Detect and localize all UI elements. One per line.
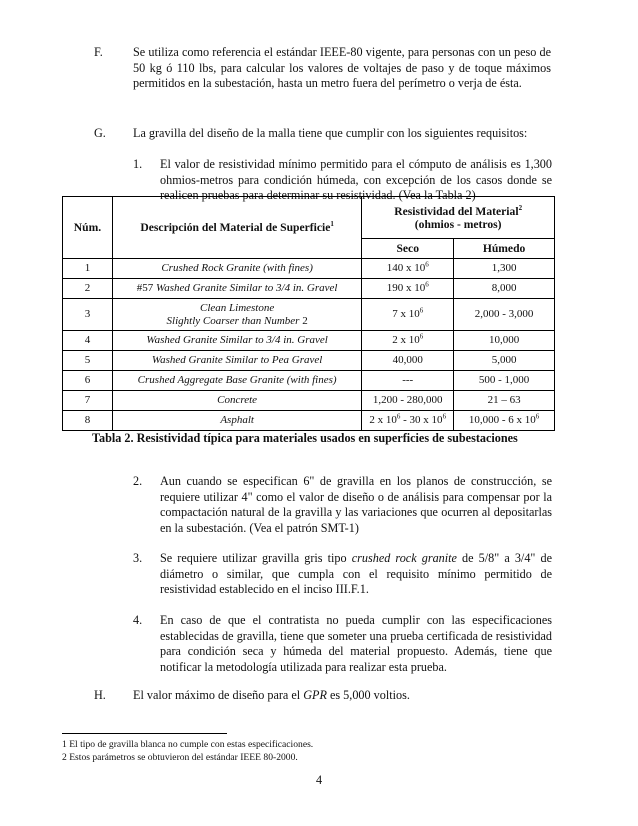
item-g4-text: En caso de que el contratista no pueda cumplir con las especificaciones establecidas de gravilla, tiene que someter una prueba certificada de resistividad para condición seca y húmeda del material propuesto. Además, tiene que notificar la metodología utilizada para realizar esta prueba. bbox=[160, 613, 552, 674]
item-f-text: Se utiliza como referencia el estándar IEEE-80 vigente, para personas con un peso de 50 kg ó 110 lbs, para calcular los valores de voltajes de paso y de toque máximos permitidos en la subestación, hasta un metro fuera del perímetro o verja de ésta. bbox=[133, 45, 551, 90]
header-resistivity: Resistividad del Material$^2$ (ohmios - metros) bbox=[362, 197, 555, 239]
footnote-divider bbox=[62, 733, 227, 734]
footnote-2: 2 Estos parámetros se obtuvieron del estándar IEEE 80-2000. bbox=[62, 752, 298, 763]
item-h-label: H. bbox=[94, 688, 106, 702]
item-g2-label: 2. bbox=[133, 474, 143, 488]
resistivity-table bbox=[62, 196, 555, 431]
table-row: 1 Crushed Rock Granite (with fines) 140 x $10^6$ 1,300 bbox=[63, 259, 555, 279]
header-description: Descripción del Material de Superficie$^1$ bbox=[112, 197, 361, 259]
item-g-label: G. bbox=[94, 126, 106, 140]
table-row: 5 Washed Granite Similar to Pea Gravel 40,000 5,000 bbox=[63, 351, 555, 371]
item-g1-text: El valor de resistividad mínimo permitido para el cómputo de análisis es 1,300 ohmios-metros para condición húmeda, con excepción de los casos donde se realicen pruebas para determinar su resistividad. (Vea la Tabla 2) bbox=[160, 157, 552, 202]
table-row: 6 Crushed Aggregate Base Granite (with fines) --- 500 - 1,000 bbox=[63, 371, 555, 391]
item-f-label: F. bbox=[94, 45, 103, 59]
item-g1-label: 1. bbox=[133, 157, 143, 171]
item-g3-label: 3. bbox=[133, 551, 143, 565]
item-g-text: La gravilla del diseño de la malla tiene que cumplir con los siguientes requisitos: bbox=[133, 126, 528, 140]
footnote-1: 1 El tipo de gravilla blanca no cumple con estas especificaciones. bbox=[62, 739, 314, 750]
header-seco: Seco bbox=[362, 239, 454, 259]
header-humedo: Húmedo bbox=[454, 239, 555, 259]
item-g3-text: Se requiere utilizar gravilla gris tipo crushed rock granite de 5/8" a 3/4" de diámetro o similar, que cumpla con el requisito mínimo permitido de resistividad establecido en el inciso III.F.1. bbox=[160, 551, 553, 596]
table-row: 3 Clean Limestone Slightly Coarser than Number 2 7 x $10^6$ 2,000 - 3,000 bbox=[63, 299, 555, 331]
table-row: 4 Washed Granite Similar to 3/4 in. Gravel 2 x $10^6$ 10,000 bbox=[63, 331, 555, 351]
table-row: 8 Asphalt 2 x $10^6 - 30$ x $10^6$ 10,000 - 6 x $10^6$ bbox=[63, 411, 555, 431]
table-caption: Tabla 2. Resistividad típica para materiales usados en superficies de subestaciones bbox=[92, 431, 518, 445]
table-row: 2 #57 Washed Granite Similar to 3/4 in. Gravel 190 x $10^6$ 8,000 bbox=[63, 279, 555, 299]
item-g4-label: 4. bbox=[133, 613, 143, 627]
page-number: 4 bbox=[315, 773, 323, 787]
item-g2-text: Aun cuando se especifican 6" de gravilla en los planos de construcción, se requiere utilizar 4" como el valor de diseño o de análisis para compensar por la compactación natural de la gravilla y las variaciones que ocurren al depositarlas en la subestación. (Vea el patrón SMT-1) bbox=[160, 474, 552, 535]
header-num: Núm. bbox=[63, 197, 113, 259]
item-h-text: El valor máximo de diseño para el GPR es 5,000 voltios. bbox=[133, 688, 410, 702]
table-row: 7 Concrete 1,200 - 280,000 21 – 63 bbox=[63, 391, 555, 411]
